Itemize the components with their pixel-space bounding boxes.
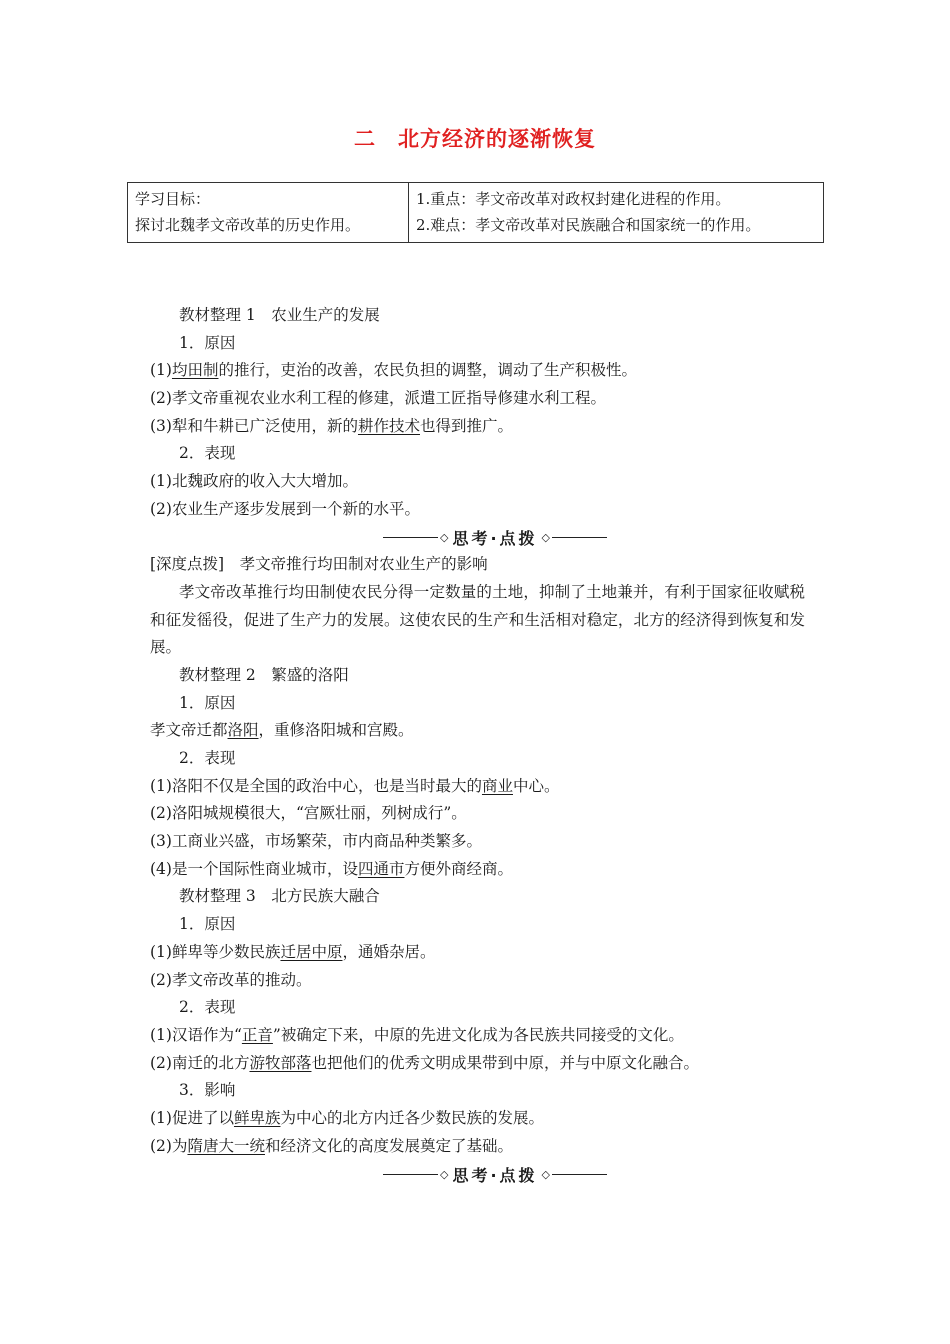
section2-perf-1: (1)洛阳不仅是全国的政治中心，也是当时最大的商业中心。 <box>150 776 560 795</box>
blank-answer: 正音 <box>241 1025 273 1044</box>
title-number: 二 <box>354 127 376 151</box>
blank-answer: 均田制 <box>171 361 219 380</box>
divider-text: 思考·点拨 <box>452 528 538 548</box>
divider-rule <box>383 1174 438 1175</box>
section1-reason-1: (1)均田制的推行，吏治的改善，农民负担的调整，调动了生产积极性。 <box>150 361 637 380</box>
blank-answer: 隋唐大一统 <box>187 1136 265 1155</box>
divider-rule <box>383 537 438 538</box>
section3-reason-label: 1．原因 <box>179 915 236 934</box>
section1-reason-label: 1．原因 <box>179 333 236 352</box>
divider-rule <box>552 537 607 538</box>
goals-left-cell <box>128 183 409 243</box>
section1-perf-1: (1)北魏政府的收入大大增加。 <box>150 472 358 491</box>
deep-paragraph: 孝文帝改革推行均田制使农民分得一定数量的土地，抑制了土地兼并，有利于国家征收赋税和征发徭役，促进了生产力的发展。这使农民的生产和生活相对稳定，北方的经济得到恢复和发展。 <box>150 582 805 657</box>
goals-right-cell <box>409 183 824 243</box>
diamond-icon: ◇ <box>541 530 551 544</box>
section1-reason-2: (2)孝文帝重视农业水利工程的修建，派遣工匠指导修建水利工程。 <box>150 389 606 408</box>
diamond-icon: ◇ <box>541 1167 551 1181</box>
think-divider <box>180 524 810 552</box>
blank-answer: 鲜卑族 <box>233 1108 281 1127</box>
section1-heading: 教材整理 1 农业生产的发展 <box>179 306 380 324</box>
deep-heading: [深度点拨] 孝文帝推行均田制对农业生产的影响 <box>150 555 488 574</box>
goals-label: 学习目标： <box>135 190 211 208</box>
blank-answer: 四通市 <box>357 859 405 878</box>
think-divider <box>180 1160 810 1188</box>
section2-reason-label: 1．原因 <box>179 693 236 712</box>
section2-reason: 孝文帝迁都洛阳，重修洛阳城和宫殿。 <box>150 721 414 740</box>
section1-perf-2: (2)农业生产逐步发展到一个新的水平。 <box>150 499 420 518</box>
divider-rule <box>552 1174 607 1175</box>
section1-reason-3: (3)犁和牛耕已广泛使用，新的耕作技术也得到推广。 <box>150 416 513 435</box>
section3-perf-label: 2．表现 <box>179 998 236 1017</box>
blank-answer: 迁居中原 <box>280 942 343 961</box>
section3-impact-2: (2)为隋唐大一统和经济文化的高度发展奠定了基础。 <box>150 1136 513 1155</box>
section3-perf-2: (2)南迁的北方游牧部落也把他们的优秀文明成果带到中原，并与中原文化融合。 <box>150 1053 699 1072</box>
section2-perf-3: (3)工商业兴盛，市场繁荣，市内商品种类繁多。 <box>150 832 482 851</box>
section2-perf-4: (4)是一个国际性商业城市，设四通市方便外商经商。 <box>150 859 513 878</box>
blank-answer: 游牧部落 <box>249 1053 312 1072</box>
blank-answer: 洛阳 <box>227 721 259 740</box>
title-text: 北方经济的逐渐恢复 <box>398 127 596 151</box>
section2-heading: 教材整理 2 繁盛的洛阳 <box>179 665 349 684</box>
goals-key-point: 1.重点：孝文帝改革对政权封建化进程的作用。 <box>416 190 731 208</box>
learning-goals-table <box>127 182 824 243</box>
diamond-icon: ◇ <box>439 1167 449 1181</box>
goals-objective: 探讨北魏孝文帝改革的历史作用。 <box>135 216 361 234</box>
section3-impact-label: 3．影响 <box>179 1081 236 1100</box>
section3-impact-1: (1)促进了以鲜卑族为中心的北方内迁各少数民族的发展。 <box>150 1108 544 1127</box>
divider-text: 思考·点拨 <box>452 1165 538 1185</box>
page-title <box>0 123 950 153</box>
document-body <box>150 302 810 1188</box>
section2-perf-2: (2)洛阳城规模很大，“宫厥壮丽，列树成行”。 <box>150 804 467 823</box>
section3-heading: 教材整理 3 北方民族大融合 <box>179 887 380 906</box>
section3-perf-1: (1)汉语作为“正音”被确定下来，中原的先进文化成为各民族共同接受的文化。 <box>150 1025 684 1044</box>
section3-reason-1: (1)鲜卑等少数民族迁居中原，通婚杂居。 <box>150 942 436 961</box>
blank-answer: 商业 <box>481 776 513 795</box>
section3-reason-2: (2)孝文帝改革的推动。 <box>150 970 312 989</box>
blank-answer: 耕作技术 <box>357 416 420 435</box>
goals-difficult-point: 2.难点：孝文帝改革对民族融合和国家统一的作用。 <box>416 216 761 234</box>
section1-perf-label: 2．表现 <box>179 444 236 463</box>
section2-perf-label: 2．表现 <box>179 749 236 768</box>
diamond-icon: ◇ <box>439 530 449 544</box>
